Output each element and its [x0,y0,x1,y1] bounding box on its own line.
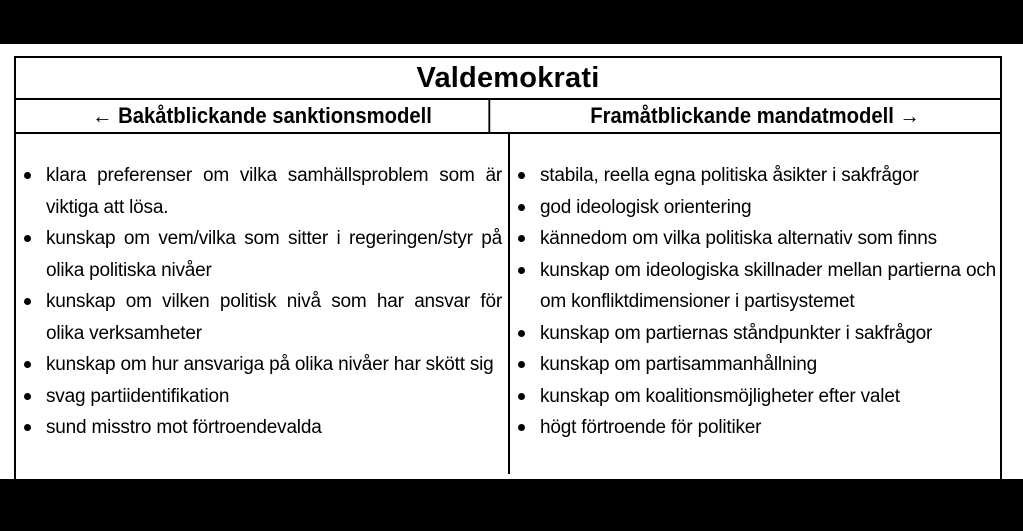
list-item: sund misstro mot förtroendevalda [22,412,502,444]
right-bullet-list [516,160,996,444]
document-area [0,44,1023,479]
left-column [16,134,510,474]
list-item: kunskap om partiernas ståndpunkter i sakfrågor [516,318,996,350]
list-item: klara preferenser om vilka samhällsproblem som är viktiga att lösa. [22,160,502,223]
left-column-header: ← Bakåtblickande sanktionsmodell [36,100,490,132]
table-title: Valdemokrati [16,58,1000,100]
right-column [510,134,1000,474]
list-item: kunskap om hur ansvariga på olika nivåer har skött sig [22,349,502,381]
list-item: god ideologisk orientering [516,192,996,224]
list-item: kunskap om vem/vilka som sitter i regeringen/styr på olika politiska nivåer [22,223,502,286]
right-column-header: Framåtblickande mandatmodell → [590,103,920,128]
list-item: svag partiidentifikation [22,381,502,413]
list-item: kunskap om ideologiska skillnader mellan partierna och om konfliktdimensioner i partisystemet [516,255,996,318]
list-item: kunskap om vilken politisk nivå som har ansvar för olika verksamheter [22,286,502,349]
list-item: stabila, reella egna politiska åsikter i sakfrågor [516,160,996,192]
list-item: kunskap om partisammanhållning [516,349,996,381]
list-item: kunskap om koalitionsmöjligheter efter valet [516,381,996,413]
list-item: kännedom om vilka politiska alternativ som finns [516,223,996,255]
header-row [16,100,1000,134]
body-row [16,134,1000,474]
comparison-table [14,56,1002,486]
left-bullet-list [22,160,502,444]
list-item: högt förtroende för politiker [516,412,996,444]
